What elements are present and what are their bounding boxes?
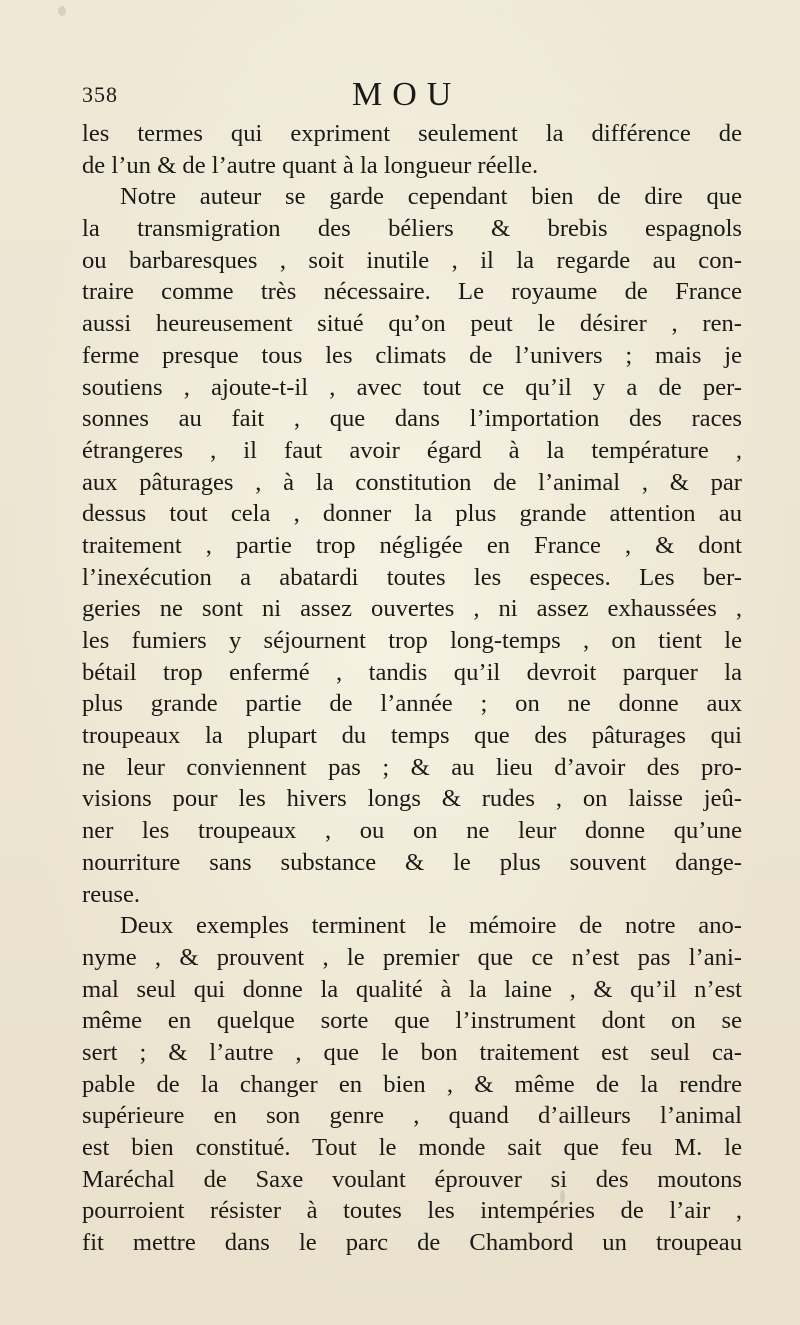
running-head: MOU [352, 76, 462, 113]
text-line: les termes qui expriment seulement la différence de [82, 120, 742, 147]
text-line: troupeaux la plupart du temps que des pâturages qui [82, 722, 742, 750]
body-text [82, 118, 742, 1259]
text-line: sert ; & l’autre , que le bon traitement est seul ca- [82, 1038, 742, 1066]
text-line: même en quelque sorte que l’instrument dont on se [82, 1007, 742, 1035]
text-line: nyme , & prouvent , le premier que ce n’est pas l’ani- [82, 943, 742, 971]
text-line: Maréchal de Saxe voulant éprouver si des moutons [82, 1165, 742, 1193]
text-line: traitement , partie trop négligée en France , & dont [82, 531, 742, 559]
text-line: supérieure en son genre , quand d’ailleurs l’animal [82, 1102, 742, 1130]
text-line: geries ne sont ni assez ouvertes , ni assez exhaussées , [82, 595, 742, 623]
page-header [82, 76, 742, 122]
text-line: ner les troupeaux , ou on ne leur donne qu’une [82, 817, 742, 845]
text-line: la transmigration des béliers & brebis espagnols [82, 215, 742, 243]
text-line: pourroient résister à toutes les intempéries de l’air , [82, 1197, 742, 1225]
text-line: Notre auteur se garde cependant bien de dire que [120, 183, 742, 211]
text-line: sonnes au fait , que dans l’importation des races [82, 405, 742, 433]
text-line: les fumiers y séjournent trop long-temps , on tient le [82, 627, 742, 654]
text-line: fit mettre dans le parc de Chambord un troupeau [82, 1229, 742, 1257]
text-line: de l’un & de l’autre quant à la longueur réelle. [82, 151, 539, 179]
text-line: soutiens , ajoute-t-il , avec tout ce qu’il y a de per- [82, 373, 742, 401]
text-line: est bien constitué. Tout le monde sait que feu M. le [82, 1134, 742, 1161]
text-line: nourriture sans substance & le plus souvent dange- [82, 848, 742, 876]
text-line: plus grande partie de l’année ; on ne donne aux [82, 690, 742, 718]
text-line: ferme presque tous les climats de l’univers ; mais je [82, 341, 742, 369]
text-line: visions pour les hivers longs & rudes , on laisse jeû- [82, 785, 742, 813]
paper-stain [58, 6, 66, 16]
text-line: dessus tout cela , donner la plus grande attention au [82, 500, 742, 528]
text-line: aux pâturages , à la constitution de l’animal , & par [82, 468, 742, 496]
text-line: ne leur conviennent pas ; & au lieu d’avoir des pro- [82, 753, 742, 781]
text-line: ou barbaresques , soit inutile , il la regarde au con- [82, 246, 742, 274]
text-line: reuse. [82, 880, 141, 908]
text-line: traire comme très nécessaire. Le royaume de France [82, 278, 742, 306]
text-line: l’inexécution a abatardi toutes les especes. Les ber- [82, 563, 742, 591]
text-line: Deux exemples terminent le mémoire de notre ano- [120, 912, 742, 940]
text-line: pable de la changer en bien , & même de la rendre [82, 1070, 742, 1098]
text-line: bétail trop enfermé , tandis qu’il devroit parquer la [82, 658, 742, 686]
page-number: 358 [82, 82, 118, 107]
text-line: aussi heureusement situé qu’on peut le désirer , ren- [82, 310, 742, 338]
text-line: étrangeres , il faut avoir égard à la température , [82, 436, 742, 464]
text-line: mal seul qui donne la qualité à la laine , & qu’il n’est [82, 975, 742, 1003]
